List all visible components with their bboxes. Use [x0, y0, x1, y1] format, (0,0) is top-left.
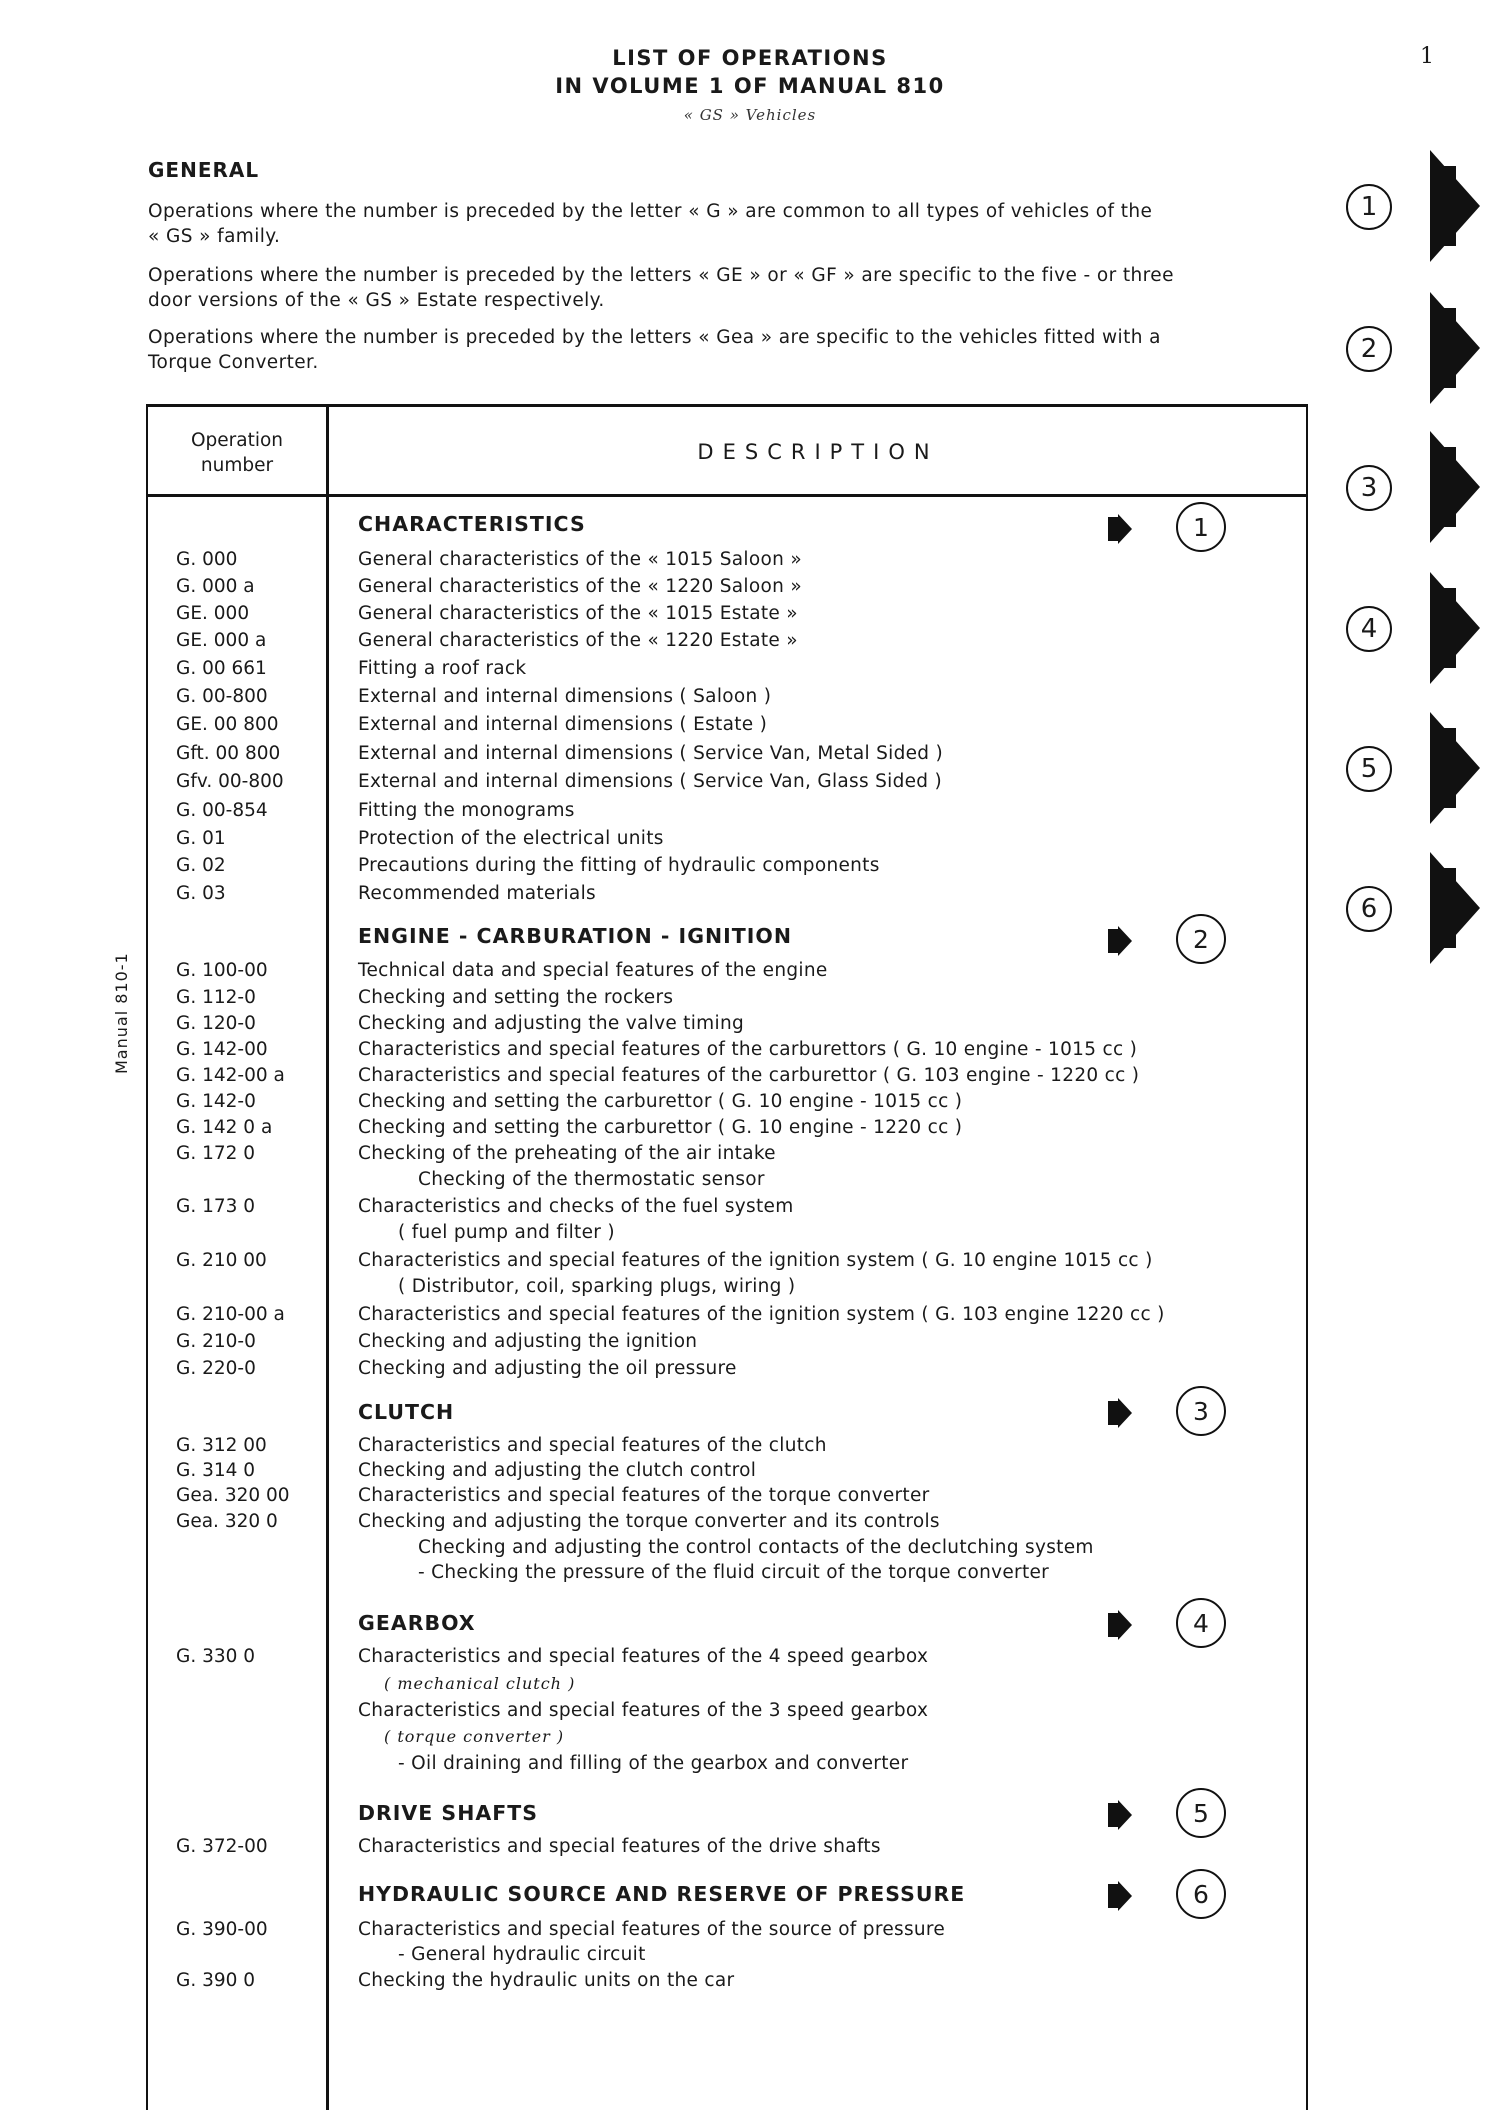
arrow-right-icon: [1118, 926, 1132, 956]
general-paragraph-2: [148, 263, 1308, 313]
operation-number: G. 00 661: [176, 658, 267, 679]
operation-number: G. 220-0: [176, 1358, 256, 1379]
arrow-right-icon: [1430, 431, 1480, 543]
operation-number: G. 01: [176, 828, 226, 849]
operation-description: Precautions during the fitting of hydraulic components: [358, 855, 880, 876]
subtitle: « GS » Vehicles: [683, 106, 817, 124]
operation-description-continuation: - Checking the pressure of the fluid circuit of the torque converter: [418, 1562, 1050, 1583]
operation-number: Gea. 320 0: [176, 1511, 278, 1532]
operation-number: G. 210-0: [176, 1331, 256, 1352]
page-number: 1: [1420, 44, 1434, 69]
group-title-characteristics: CHARACTERISTICS: [358, 512, 586, 536]
operation-description: Characteristics and checks of the fuel system: [358, 1196, 794, 1217]
tab-number-4: 4: [1346, 606, 1392, 652]
operation-description: External and internal dimensions ( Service Van, Metal Sided ): [358, 743, 944, 764]
operation-description-continuation: - Oil draining and filling of the gearbox and converter: [398, 1753, 909, 1774]
operation-description: External and internal dimensions ( Estate ): [358, 714, 768, 735]
section-tab-1[interactable]: [1346, 150, 1500, 260]
operation-number: GE. 00 800: [176, 714, 279, 735]
operation-description-continuation: Checking and adjusting the control contacts of the declutching system: [418, 1537, 1094, 1558]
operation-description: Checking the hydraulic units on the car: [358, 1970, 735, 1991]
operation-number: G. 142-00 a: [176, 1065, 285, 1086]
operation-description: Characteristics and special features of the drive shafts: [358, 1836, 881, 1857]
arrow-right-icon: [1118, 1610, 1132, 1640]
tab-number-3: 3: [1346, 465, 1392, 511]
arrow-right-icon: [1430, 712, 1480, 824]
arrow-right-icon: [1118, 1800, 1132, 1830]
tab-number-2: 2: [1346, 326, 1392, 372]
operation-description-continuation: Checking of the thermostatic sensor: [418, 1169, 765, 1190]
operation-number: Gft. 00 800: [176, 743, 281, 764]
operation-number: G. 000: [176, 549, 238, 570]
general-paragraph-1: [148, 199, 1308, 249]
group-title-gearbox: GEARBOX: [358, 1611, 476, 1635]
operation-number: G. 330 0: [176, 1646, 256, 1667]
group-marker-2[interactable]: [1110, 914, 1240, 970]
arrow-right-icon: [1430, 292, 1480, 404]
operation-number: G. 112-0: [176, 987, 256, 1008]
operation-description: Technical data and special features of the engine: [358, 960, 828, 981]
general-heading: GENERAL: [148, 158, 260, 182]
operation-number: G. 03: [176, 883, 226, 904]
operation-description: Fitting a roof rack: [358, 658, 527, 679]
section-tab-5[interactable]: [1346, 712, 1500, 822]
operation-number: Gea. 320 00: [176, 1485, 290, 1506]
general-paragraph-2-line-1: Operations where the number is preceded by the letters « GE » or « GF » are specific to the five - or three: [148, 265, 1174, 286]
operation-number: G. 120-0: [176, 1013, 256, 1034]
operation-number: GE. 000: [176, 603, 250, 624]
operation-description: Fitting the monograms: [358, 800, 575, 821]
operation-number: G. 02: [176, 855, 226, 876]
group-marker-1[interactable]: [1110, 502, 1240, 558]
operation-description: Recommended materials: [358, 883, 596, 904]
group-marker-number: 2: [1176, 914, 1226, 964]
operation-description: Characteristics and special features of the ignition system ( G. 10 engine 1015 cc ): [358, 1250, 1153, 1271]
operation-number: Gfv. 00-800: [176, 771, 284, 792]
section-tab-6[interactable]: [1346, 852, 1500, 962]
operation-description: Checking and adjusting the oil pressure: [358, 1358, 737, 1379]
tab-number-5: 5: [1346, 746, 1392, 792]
operation-number-header-line-1: Operation: [190, 430, 284, 451]
section-tab-3[interactable]: [1346, 431, 1500, 541]
arrow-right-icon: [1430, 572, 1480, 684]
operation-number: G. 172 0: [176, 1143, 256, 1164]
operation-number: G. 173 0: [176, 1196, 256, 1217]
group-marker-number: 6: [1176, 1869, 1226, 1919]
operation-number: G. 390-00: [176, 1919, 268, 1940]
operation-description: External and internal dimensions ( Service Van, Glass Sided ): [358, 771, 943, 792]
group-title-drive-shafts: DRIVE SHAFTS: [358, 1801, 538, 1825]
group-title-hydraulic: HYDRAULIC SOURCE AND RESERVE OF PRESSURE: [358, 1882, 966, 1906]
group-title-engine: ENGINE - CARBURATION - IGNITION: [358, 924, 792, 948]
operation-number: G. 00-800: [176, 686, 268, 707]
operation-number: G. 000 a: [176, 576, 255, 597]
section-tab-4[interactable]: [1346, 572, 1500, 682]
description-header: DESCRIPTION: [697, 440, 939, 464]
operation-number: G. 372-00: [176, 1836, 268, 1857]
title-line-2: IN VOLUME 1 OF MANUAL 810: [555, 74, 945, 98]
operation-description: Characteristics and special features of the clutch: [358, 1435, 827, 1456]
group-marker-3[interactable]: [1110, 1386, 1240, 1442]
operation-description: Checking and adjusting the clutch control: [358, 1460, 757, 1481]
group-marker-number: 1: [1176, 502, 1226, 552]
table-header-rule: [146, 494, 1308, 497]
title-line-1: LIST OF OPERATIONS: [612, 46, 888, 70]
operation-number: G. 00-854: [176, 800, 268, 821]
tab-number-6: 6: [1346, 886, 1392, 932]
table-column-divider: [326, 404, 329, 2110]
general-paragraph-3-line-2: Torque Converter.: [148, 352, 319, 373]
operation-description: Characteristics and special features of the source of pressure: [358, 1919, 946, 1940]
arrow-right-icon: [1430, 150, 1480, 262]
arrow-right-icon: [1118, 1881, 1132, 1911]
operation-number: G. 142-00: [176, 1039, 268, 1060]
general-paragraph-3-line-1: Operations where the number is preceded by the letters « Gea » are specific to the vehicles fitted with a: [148, 327, 1161, 348]
group-marker-6[interactable]: [1110, 1869, 1240, 1925]
operation-number: G. 142 0 a: [176, 1117, 273, 1138]
operation-number: G. 100-00: [176, 960, 268, 981]
general-paragraph-2-line-2: door versions of the « GS » Estate respectively.: [148, 290, 605, 311]
tab-number-1: 1: [1346, 184, 1392, 230]
operation-description: Checking of the preheating of the air intake: [358, 1143, 776, 1164]
operation-description-continuation: - General hydraulic circuit: [398, 1944, 646, 1965]
table-top-rule: [146, 404, 1308, 407]
operation-description: Characteristics and special features of the ignition system ( G. 103 engine 1220 cc ): [358, 1304, 1165, 1325]
operation-description: Checking and setting the rockers: [358, 987, 674, 1008]
operation-description: Characteristics and special features of the carburettors ( G. 10 engine - 1015 cc ): [358, 1039, 1138, 1060]
group-title-clutch: CLUTCH: [358, 1400, 455, 1424]
group-marker-number: 5: [1176, 1788, 1226, 1838]
operation-description: Checking and adjusting the valve timing: [358, 1013, 745, 1034]
arrow-right-icon: [1118, 1398, 1132, 1428]
operation-description: External and internal dimensions ( Saloon ): [358, 686, 772, 707]
side-label: Manual 810-1: [112, 952, 131, 1074]
operation-description: Characteristics and special features of the torque converter: [358, 1485, 930, 1506]
operation-description: Protection of the electrical units: [358, 828, 664, 849]
arrow-right-icon: [1430, 852, 1480, 964]
general-paragraph-1-line-2: « GS » family.: [148, 226, 281, 247]
operation-description: General characteristics of the « 1220 Saloon »: [358, 576, 802, 597]
operation-number: G. 312 00: [176, 1435, 267, 1456]
operation-description-continuation: Characteristics and special features of the 3 speed gearbox: [358, 1700, 929, 1721]
operation-number: GE. 000 a: [176, 630, 267, 651]
operation-number: G. 390 0: [176, 1970, 256, 1991]
group-marker-5[interactable]: [1110, 1788, 1240, 1844]
operation-description: Checking and adjusting the ignition: [358, 1331, 698, 1352]
operation-number: G. 142-0: [176, 1091, 256, 1112]
general-paragraph-3: [148, 325, 1308, 375]
operation-description: General characteristics of the « 1015 Estate »: [358, 603, 798, 624]
operation-description: Checking and setting the carburettor ( G. 10 engine - 1220 cc ): [358, 1117, 963, 1138]
operation-description: Checking and adjusting the torque converter and its controls: [358, 1511, 940, 1532]
operation-description: General characteristics of the « 1220 Estate »: [358, 630, 798, 651]
operation-description-continuation: ( Distributor, coil, sparking plugs, wiring ): [398, 1276, 796, 1297]
operation-number-header: [148, 428, 326, 478]
operation-description-note: ( mechanical clutch ): [384, 1674, 576, 1693]
section-tab-2[interactable]: [1346, 292, 1500, 402]
operation-description: Checking and setting the carburettor ( G. 10 engine - 1015 cc ): [358, 1091, 963, 1112]
operation-number: G. 314 0: [176, 1460, 256, 1481]
general-paragraph-1-line-1: Operations where the number is preceded by the letter « G » are common to all types of vehicles of the: [148, 201, 1153, 222]
operation-description-continuation: ( fuel pump and filter ): [398, 1222, 615, 1243]
operation-description-note: ( torque converter ): [384, 1727, 565, 1746]
operation-number-header-line-2: number: [200, 455, 274, 476]
operation-number: G. 210-00 a: [176, 1304, 285, 1325]
group-marker-4[interactable]: [1110, 1598, 1240, 1654]
operation-number: G. 210 00: [176, 1250, 267, 1271]
arrow-right-icon: [1118, 514, 1132, 544]
group-marker-number: 4: [1176, 1598, 1226, 1648]
operation-description: Characteristics and special features of the carburettor ( G. 103 engine - 1220 cc ): [358, 1065, 1140, 1086]
operation-description: Characteristics and special features of the 4 speed gearbox: [358, 1646, 929, 1667]
operation-description: General characteristics of the « 1015 Saloon »: [358, 549, 802, 570]
group-marker-number: 3: [1176, 1386, 1226, 1436]
